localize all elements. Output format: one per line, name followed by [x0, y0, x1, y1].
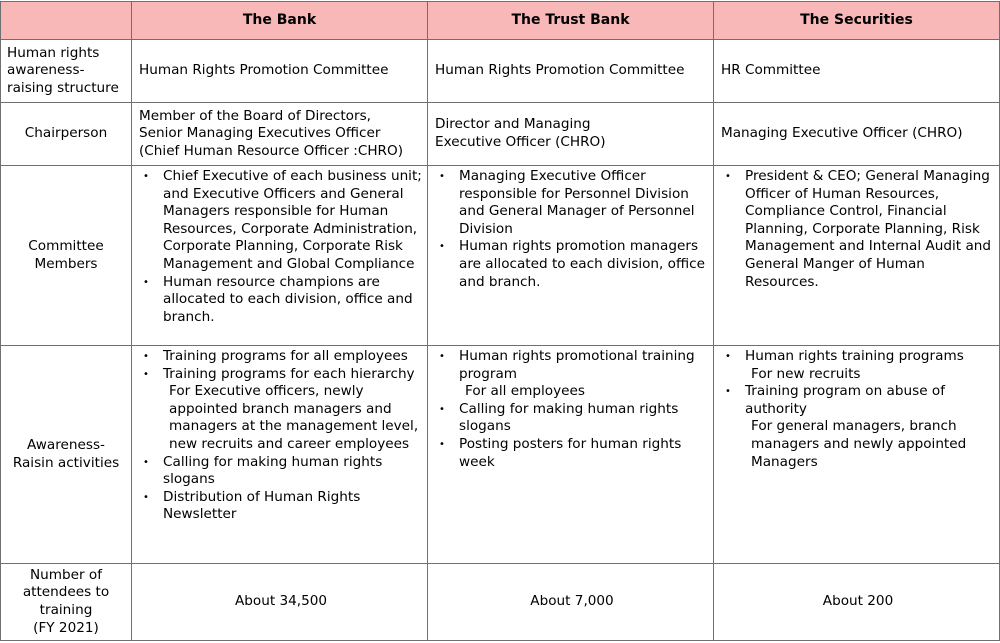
list-item: • Human rights promotion managers are allocated to each division, office and branch. [435, 238, 709, 291]
bank-chair-line-1: Member of the Board of Directors, [139, 107, 371, 124]
cell-securities-chairperson: Managing Executive Officer (CHRO) [714, 103, 1000, 166]
list-item [435, 436, 709, 471]
list-item: • President & CEO; General Managing Officer of Human Resources, Compliance Control, Financial Planning, Corporate Planning, Risk Management and Internal Audit and General Manger of Human Resources. [721, 168, 995, 291]
cell-securities-members [714, 166, 1000, 346]
cell-bank-members [132, 166, 428, 346]
cell-trust-bank-chairperson [428, 103, 714, 166]
row-label-committee-members [1, 166, 132, 346]
item-subtext: For all employees [465, 383, 585, 400]
human-rights-structure-table [0, 1, 1000, 641]
item-subtext: For Executive officers, newly appointed branch managers and managers at the management level, new recruits and career employees [169, 383, 419, 452]
row-committee-members [1, 166, 1000, 346]
item-text: Posting posters for human rights week [459, 435, 682, 470]
item-text: Human rights training programs [745, 348, 964, 364]
bank-chair-line-3: (Chief Human Resource Officer :CHRO) [139, 142, 403, 159]
bullet-list [139, 348, 423, 524]
label-line: Committee [28, 237, 104, 254]
cell-trust-bank-members [428, 166, 714, 346]
cell-bank-chairperson [132, 103, 428, 166]
row-awareness-activities [1, 346, 1000, 564]
list-item [435, 401, 709, 436]
header-the-securities: The Securities [714, 2, 1000, 40]
item-text: Human rights promotional training program [459, 348, 695, 382]
row-chairperson [1, 103, 1000, 166]
bullet-list [139, 168, 423, 326]
header-the-trust-bank: The Trust Bank [428, 2, 714, 40]
list-item [139, 489, 423, 524]
cell-securities-activities [714, 346, 1000, 564]
cell-securities-attendees: About 200 [714, 564, 1000, 641]
row-label-structure: Human rights awareness-raising structure [1, 40, 132, 103]
label-line: Awareness- [27, 436, 105, 453]
cell-trust-bank-attendees: About 7,000 [428, 564, 714, 641]
bullet-list [435, 348, 709, 471]
label-line: (FY 2021) [33, 619, 99, 636]
item-text: Training programs for each hierarchy [163, 365, 415, 382]
list-item [721, 383, 995, 471]
cell-bank-structure: Human Rights Promotion Committee [132, 40, 428, 103]
list-item [435, 348, 709, 401]
bank-chair-line-2: Senior Managing Executives Officer [139, 125, 381, 142]
list-item [139, 348, 423, 366]
cell-securities-structure: HR Committee [714, 40, 1000, 103]
label-line: attendees to [22, 584, 110, 601]
header-the-bank: The Bank [132, 2, 428, 40]
header-corner [1, 2, 132, 40]
trust-chair-line-2: Executive Officer (CHRO) [435, 134, 606, 150]
item-subtext: For new recruits [751, 365, 861, 382]
header-row [1, 2, 1000, 40]
cell-trust-bank-structure: Human Rights Promotion Committee [428, 40, 714, 103]
list-item: • Chief Executive of each business unit; and Executive Officers and General Managers responsible for Human Resources, Corporate Administration, Corporate Planning, Corporate Risk Management and Global Compliance [139, 168, 423, 274]
item-text: Training program on abuse of authority [745, 383, 946, 417]
row-label-attendees [1, 564, 132, 641]
item-subtext: For general managers, branch managers and newly appointed Managers [751, 418, 967, 470]
item-text: Distribution of Human Rights Newsletter [163, 488, 361, 523]
list-item [139, 366, 423, 454]
cell-bank-activities [132, 346, 428, 564]
item-text: Calling for making human rights slogans [459, 400, 679, 435]
cell-trust-bank-activities [428, 346, 714, 564]
label-line: Number of [29, 566, 103, 583]
row-label-awareness-activities [1, 346, 132, 564]
trust-chair-line-1: Director and Managing [435, 116, 591, 133]
label-line: training [39, 602, 93, 618]
label-line: Members [34, 255, 98, 272]
cell-bank-attendees: About 34,500 [132, 564, 428, 641]
list-item [139, 454, 423, 489]
list-item [721, 348, 995, 383]
bullet-list [721, 348, 995, 471]
row-structure [1, 40, 1000, 103]
bullet-list [721, 168, 995, 291]
row-label-chairperson: Chairperson [1, 103, 132, 166]
list-item: • Managing Executive Officer responsible for Personnel Division and General Manager of Personnel Division [435, 168, 709, 238]
item-text: Training programs for all employees [163, 348, 408, 364]
list-item: • Human resource champions are allocated to each division, office and branch. [139, 274, 423, 327]
label-line: Raisin activities [12, 454, 120, 471]
row-attendees [1, 564, 1000, 641]
item-text: Calling for making human rights slogans [163, 453, 383, 488]
bullet-list [435, 168, 709, 291]
